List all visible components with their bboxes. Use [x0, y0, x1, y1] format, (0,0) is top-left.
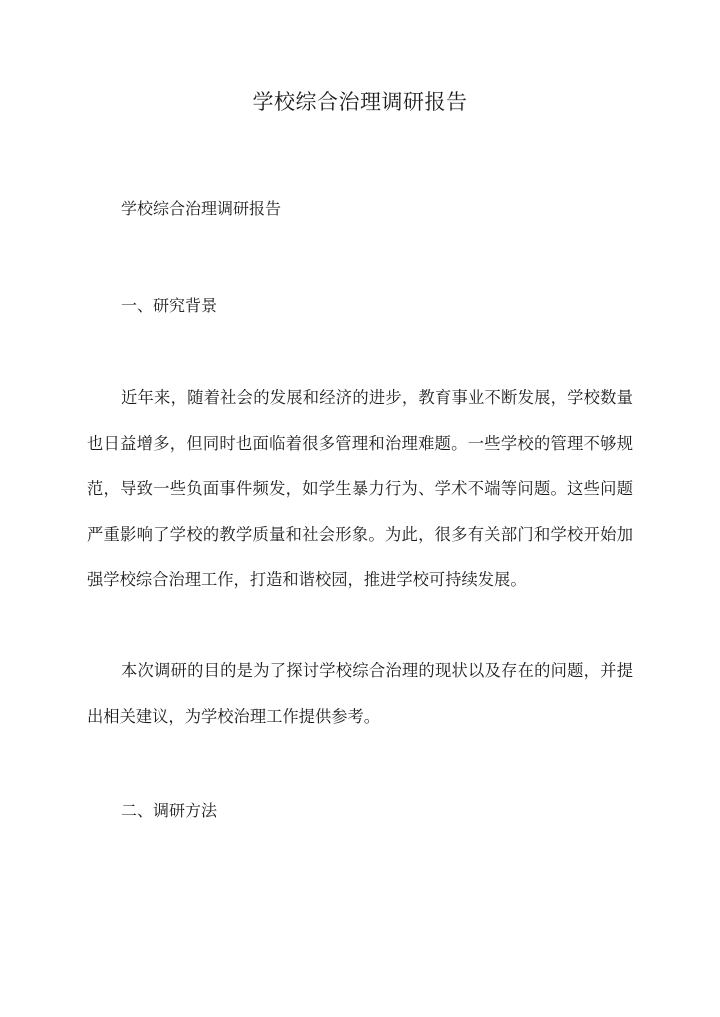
paragraph-purpose: 本次调研的目的是为了探讨学校综合治理的现状以及存在的问题，并提出相关建议，为学校治理工作提供参考。	[87, 661, 633, 726]
section-heading-background: 一、研究背景	[121, 296, 218, 315]
document-title: 学校综合治理调研报告	[252, 90, 468, 114]
section-heading-methods: 二、调研方法	[121, 801, 218, 820]
paragraph-background: 近年来，随着社会的发展和经济的进步，教育事业不断发展，学校数量也日益增多，但同时也面临着很多管理和治理难题。一些学校的管理不够规范，导致一些负面事件频发，如学生暴力行为、学术不端等问题。这些问题严重影响了学校的教学质量和社会形象。为此，很多有关部门和学校开始加强学校综合治理工作，打造和谐校园，推进学校可持续发展。	[87, 388, 633, 589]
document-subtitle: 学校综合治理调研报告	[121, 199, 282, 218]
